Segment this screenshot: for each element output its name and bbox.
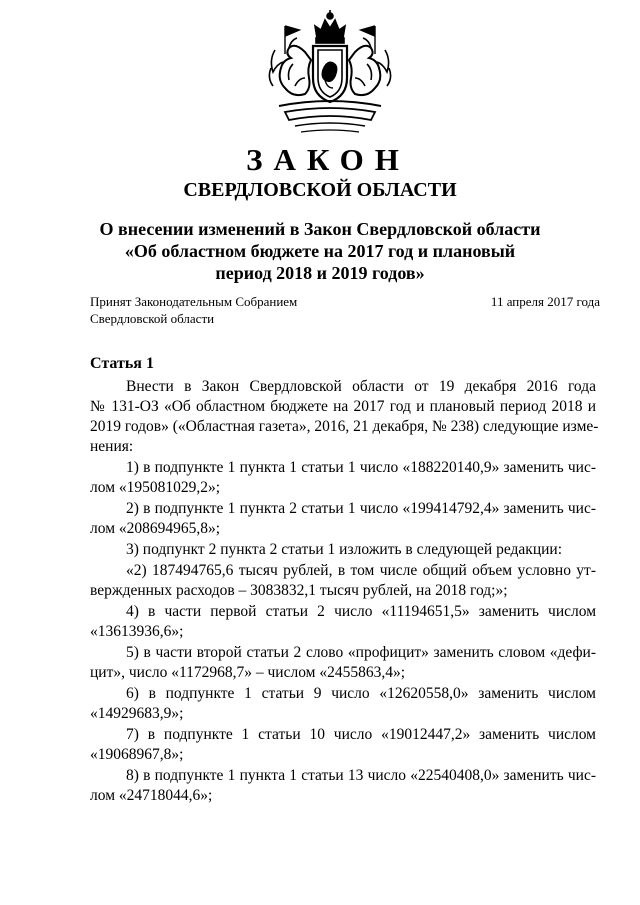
adoption-authority	[90, 293, 297, 327]
body-line: 5) в части второй статьи 2 слово «профицит» заменить словом «дефи-	[126, 644, 596, 661]
body-line: лом «208694965,8»;	[90, 520, 221, 537]
body-line: «13613936,6»;	[90, 623, 184, 640]
body-line: Внести в Закон Свердловской области от 19 декабря 2016 года	[126, 378, 596, 395]
body-line: 8) в подпункте 1 пункта 1 статьи 13 число «22540408,0» заменить чис-	[126, 767, 596, 784]
body-line: 3) подпункт 2 пункта 2 статьи 1 изложить в следующей редакции:	[126, 541, 563, 558]
article-heading: Статья 1	[90, 355, 154, 372]
body-line: 7) в подпункте 1 статьи 10 число «19012447,2» заменить числом	[126, 726, 596, 743]
body-line: № 131-ОЗ «Об областном бюджете на 2017 год и плановый период 2018 и	[90, 398, 596, 415]
body-line: «19068967,8»;	[90, 746, 184, 763]
body-line: лом «195081029,2»;	[90, 479, 221, 496]
region-title: СВЕРДЛОВСКОЙ ОБЛАСТИ	[183, 179, 457, 201]
subject-line: «Об областном бюджете на 2017 год и плановый	[124, 241, 516, 261]
body-line: 6) в подпункте 1 статьи 9 число «12620558,0» заменить числом	[126, 685, 596, 702]
body-line: цит», число «1172968,7» – числом «2455863,4»;	[90, 664, 406, 681]
adoption-line: Свердловской области	[90, 311, 215, 326]
body-line: «2) 187494765,6 тысяч рублей, в том числе общий объем условно ут-	[126, 562, 596, 579]
body-line: нения:	[90, 438, 134, 455]
body-line: 2019 годов» («Областная газета», 2016, 21 декабря, № 238) следующие изме-	[90, 418, 599, 435]
body-line: «14929683,9»;	[90, 705, 184, 722]
law-subject-title	[0, 218, 640, 284]
body-line: 4) в части первой статьи 2 число «11194651,5» заменить числом	[126, 603, 596, 620]
document-type-title: ЗАКОН	[246, 142, 410, 177]
adoption-line: Принят Законодательным Собранием	[90, 294, 298, 309]
body-line: 1) в подпункте 1 пункта 1 статьи 1 число «188220140,9» заменить чис-	[126, 459, 596, 476]
body-line: лом «24718044,6»;	[90, 787, 213, 804]
subject-line: период 2018 и 2019 годов»	[215, 263, 425, 283]
adoption-date: 11 апреля 2017 года	[490, 294, 600, 309]
body-line: 2) в подпункте 1 пункта 2 статьи 1 число «199414792,4» заменить чис-	[126, 500, 596, 517]
body-line: вержденных расходов – 3083832,1 тысяч рублей, на 2018 год;»;	[90, 582, 508, 599]
coat-of-arms-emblem	[255, 8, 405, 136]
subject-line: О внесении изменений в Закон Свердловской области	[99, 219, 541, 239]
